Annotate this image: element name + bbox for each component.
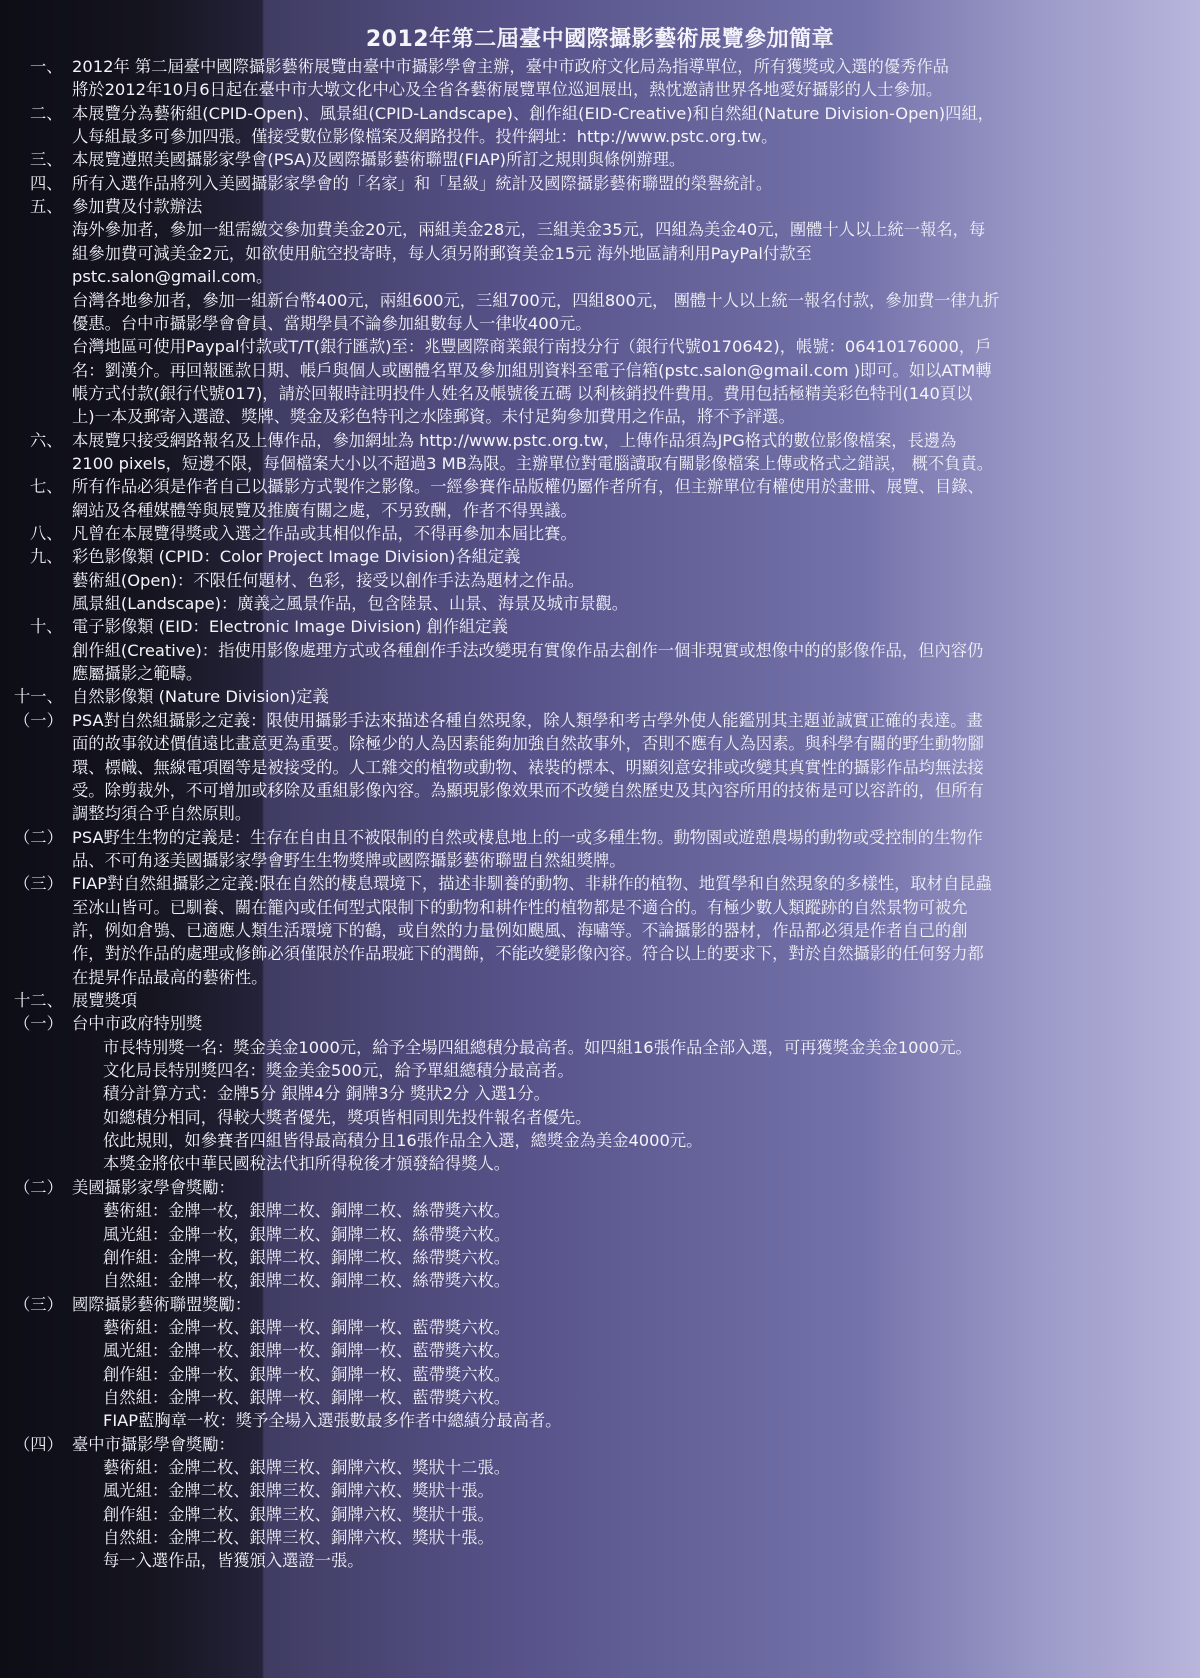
text-line — [0, 1129, 1200, 1153]
text-line — [0, 55, 1200, 79]
text-line — [0, 1176, 1200, 1200]
text-line — [0, 896, 1200, 920]
line-text: 品、不可角逐美國攝影家學會野生生物獎牌或國際攝影藝術聯盟自然組獎牌。 — [72, 850, 626, 870]
line-text: 所有入選作品將列入美國攝影家學會的「名家」和「星級」統計及國際攝影藝術聯盟的榮譽統計。 — [72, 173, 773, 193]
text-line — [0, 475, 1200, 499]
text-line — [0, 615, 1200, 639]
text-line — [0, 1479, 1200, 1503]
line-text: 創作組：金牌一枚，銀牌二枚、銅牌二枚、絲帶獎六枚。 — [103, 1247, 511, 1267]
line-text: 許，例如倉鴞、已適應人類生活環境下的鶴，或自然的力量例如颶風、海嘯等。不論攝影的器材，作品都必須是作者自己的創 — [72, 920, 968, 940]
text-line — [0, 125, 1200, 149]
text-line — [0, 1503, 1200, 1527]
text-line — [0, 942, 1200, 966]
line-text: 參加費及付款辦法 — [72, 197, 203, 217]
line-text: 美國攝影家學會獎勵： — [72, 1177, 235, 1197]
text-line — [0, 1339, 1200, 1363]
text-line — [0, 242, 1200, 266]
line-text: 本獎金將依中華民國稅法代扣所得稅後才頒發給得獎人。 — [103, 1154, 511, 1174]
line-text: 上)一本及郵寄入選證、獎牌、獎金及彩色特刊之水陸郵資。未付足夠參加費用之作品，將不予評選。 — [72, 407, 795, 427]
line-text: 2012年 第二屆臺中國際攝影藝術展覽由臺中市攝影學會主辦，臺中市政府文化局為指導單位，所有獲獎或入選的優秀作品 — [72, 57, 949, 76]
item-number: （三） — [14, 874, 63, 894]
line-text: FIAP藍胸章一枚：獎予全場入選張數最多作者中總績分最高者。 — [103, 1411, 562, 1431]
line-text: 面的故事敘述價值遠比畫意更為重要。除極少的人為因素能夠加強自然故事外，否則不應有人為因素。與科學有關的野生動物腳 — [72, 734, 984, 754]
line-text: 風景組(Landscape)：廣義之風景作品，包含陸景、山景、海景及城市景觀。 — [72, 594, 629, 614]
item-number: 二、 — [30, 103, 63, 123]
line-text: 風光組：金牌一枚、銀牌一枚、銅牌一枚、藍帶獎六枚。 — [103, 1341, 511, 1361]
line-text: 台灣地區可使用Paypal付款或T/T(銀行匯款)至：兆豐國際商業銀行南投分行（銀行代號0170642)，帳號：06410176000，戶 — [72, 337, 992, 357]
line-text: 自然組：金牌一枚，銀牌二枚、銅牌二枚、絲帶獎六枚。 — [103, 1271, 511, 1291]
text-line — [0, 1386, 1200, 1410]
text-line — [0, 662, 1200, 686]
text-line — [0, 1199, 1200, 1223]
line-text: 應屬攝影之範疇。 — [72, 664, 203, 684]
line-text: 環、標幟、無線電項圈等是被接受的。人工雜交的植物或動物、裱裝的標本、明顯刻意安排或改變其真實性的攝影作品均無法接 — [72, 757, 984, 777]
line-text: 所有作品必須是作者自己以攝影方式製作之影像。一經參賽作品版權仍屬作者所有，但主辦單位有權使用於畫冊、展覽、目錄、 — [72, 477, 984, 497]
text-line — [0, 872, 1200, 896]
text-line — [0, 382, 1200, 406]
text-line — [0, 569, 1200, 593]
line-text: 每一入選作品，皆獲頒入選證一張。 — [103, 1551, 364, 1571]
text-line — [0, 522, 1200, 546]
text-line — [0, 195, 1200, 219]
text-line — [0, 1433, 1200, 1457]
line-text: PSA野生生物的定義是：生存在自由且不被限制的自然或棲息地上的一或多種生物。動物園或遊憩農場的動物或受控制的生物作 — [72, 827, 983, 847]
item-number: （二） — [14, 1177, 63, 1197]
item-number: （三） — [14, 1294, 63, 1314]
text-line — [0, 1012, 1200, 1036]
line-text: 風光組：金牌一枚，銀牌二枚、銅牌二枚、絲帶獎六枚。 — [103, 1224, 511, 1244]
line-text: 國際攝影藝術聯盟獎勵： — [72, 1294, 252, 1314]
text-line — [0, 802, 1200, 826]
item-number: 五、 — [30, 197, 63, 217]
text-line — [0, 779, 1200, 803]
line-text: 積分計算方式：金牌5分 銀牌4分 銅牌3分 獎狀2分 入選1分。 — [103, 1084, 550, 1104]
text-line — [0, 265, 1200, 289]
line-text: PSA對自然組攝影之定義：限使用攝影手法來描述各種自然現象，除人類學和考古學外使人能鑑別其主題並誠實正確的表達。畫 — [72, 710, 983, 730]
text-line — [0, 826, 1200, 850]
text-line — [0, 1152, 1200, 1176]
line-text: 依此規則，如參賽者四組皆得最高積分且16張作品全入選，總獎金為美金4000元。 — [103, 1131, 703, 1151]
text-line — [0, 545, 1200, 569]
line-text: 組參加費可減美金2元，如欲使用航空投寄時，每人須另附郵資美金15元 海外地區請利用PayPal付款至 — [72, 243, 812, 263]
text-line — [0, 1409, 1200, 1433]
item-number: 八、 — [30, 524, 63, 543]
line-text: 2100 pixels，短邊不限，每個檔案大小以不超過3 MB為限。主辦單位對電腦讀取有關影像檔案上傳或格式之錯誤， 概不負責。 — [72, 453, 994, 473]
line-text: 彩色影像類 (CPID：Color Project Image Division)各組定義 — [72, 547, 521, 567]
text-line — [0, 1549, 1200, 1573]
line-text: 風光組：金牌二枚、銀牌三枚、銅牌六枚、獎狀十張。 — [103, 1481, 494, 1501]
item-number: （四） — [14, 1434, 63, 1454]
line-text: 自然組：金牌二枚、銀牌三枚、銅牌六枚、獎狀十張。 — [103, 1528, 494, 1548]
line-text: 本展覽分為藝術組(CPID-Open)、風景組(CPID-Landscape)、創作組(EID-Creative)和自然組(Nature Division-Open)四組， — [72, 103, 994, 123]
text-line — [0, 1223, 1200, 1247]
item-number: 九、 — [30, 547, 63, 567]
line-text: 在提昇作品最高的藝術性。 — [72, 967, 268, 987]
text-line — [0, 919, 1200, 943]
line-text: 藝術組：金牌一枚、銀牌一枚、銅牌一枚、藍帶獎六枚。 — [103, 1317, 511, 1337]
text-line — [0, 359, 1200, 383]
line-text: 創作組(Creative)：指使用影像處理方式或各種創作手法改變現有實像作品去創作一個非現實或想像中的的影像作品，但內容仍 — [72, 640, 984, 660]
text-line — [0, 1456, 1200, 1480]
text-line — [0, 966, 1200, 990]
line-text: 人每組最多可參加四張。僅接受數位影像檔案及網路投件。投件網址：http://www.pstc.org.tw。 — [72, 127, 778, 147]
line-text: 臺中市攝影學會獎勵： — [72, 1434, 235, 1454]
item-number: （一） — [14, 710, 63, 730]
line-text: 受。除剪裁外，不可增加或移除及重組影像內容。為顯現影像效果而不改變自然歷史及其內容所用的技術是可以容許的，但所有 — [72, 780, 984, 800]
line-text: 展覽獎項 — [72, 991, 138, 1010]
text-line — [0, 592, 1200, 616]
text-line — [0, 1106, 1200, 1130]
line-text: 優惠。台中市攝影學會會員、當期學員不論參加組數每人一律收400元。 — [72, 313, 592, 333]
text-line — [0, 732, 1200, 756]
line-text: 文化局長特別獎四名：獎金美金500元，給予單組總積分最高者。 — [103, 1061, 574, 1081]
text-line — [0, 1526, 1200, 1550]
line-text: 調整均須合乎自然原則。 — [72, 804, 252, 824]
item-number: 十、 — [30, 617, 63, 637]
line-text: 作，對於作品的處理或修飾必須僅限於作品瑕疵下的潤飾，不能改變影像內容。符合以上的要求下，對於自然攝影的任何努力都 — [72, 944, 984, 964]
item-number: 四、 — [30, 173, 63, 193]
line-text: 創作組：金牌二枚、銀牌三枚、銅牌六枚、獎狀十張。 — [103, 1504, 494, 1524]
text-line — [0, 1246, 1200, 1270]
text-line — [0, 78, 1200, 102]
line-text: pstc.salon@gmail.com。 — [72, 267, 273, 287]
text-line — [0, 452, 1200, 476]
line-text: 將於2012年10月6日起在臺中市大墩文化中心及全省各藝術展覽單位巡迴展出，熱忱邀請世界各地愛好攝影的人士參加。 — [72, 80, 943, 100]
line-text: 台灣各地參加者，參加一組新台幣400元，兩組600元，三組700元，四組800元， 團體十人以上統一報名付款，參加費一律九折 — [72, 290, 1000, 310]
line-text: 創作組：金牌一枚、銀牌一枚、銅牌一枚、藍帶獎六枚。 — [103, 1364, 511, 1384]
text-line — [0, 1059, 1200, 1083]
item-number: 十一、 — [14, 687, 63, 707]
item-number: 一、 — [30, 57, 63, 76]
line-text: 本展覽只接受網路報名及上傳作品，參加網址為 http://www.pstc.org.tw，上傳作品須為JPG格式的數位影像檔案，長邊為 — [72, 430, 957, 450]
line-text: 凡曾在本展覽得獎或入選之作品或其相似作品，不得再參加本屆比賽。 — [72, 524, 577, 543]
text-line — [0, 405, 1200, 429]
line-text: 電子影像類 (EID：Electronic Image Division) 創作組定義 — [72, 617, 508, 637]
text-line — [0, 756, 1200, 780]
line-text: 藝術組：金牌二枚、銀牌三枚、銅牌六枚、獎狀十二張。 — [103, 1458, 511, 1477]
text-line — [0, 148, 1200, 172]
text-line — [0, 1293, 1200, 1317]
line-text: 自然影像類 (Nature Division)定義 — [72, 687, 329, 707]
line-text: 海外參加者，參加一組需繳交參加費美金20元，兩組美金28元，三組美金35元，四組為美金40元，團體十人以上統一報名，每 — [72, 220, 986, 240]
item-number: （一） — [14, 1014, 63, 1034]
text-line — [0, 289, 1200, 313]
item-number: 十二、 — [14, 991, 63, 1010]
line-text: 藝術組(Open)：不限任何題材、色彩，接受以創作手法為題材之作品。 — [72, 570, 585, 590]
text-line — [0, 102, 1200, 126]
line-text: 本展覽遵照美國攝影家學會(PSA)及國際攝影藝術聯盟(FIAP)所訂之規則與條例辦理。 — [72, 150, 686, 170]
text-line — [0, 1082, 1200, 1106]
line-text: 帳方式付款(銀行代號017)，請於回報時註明投件人姓名及帳號後五碼 以利核銷投件費用。費用包括極精美彩色特刊(140頁以 — [72, 383, 973, 403]
text-line — [0, 218, 1200, 242]
line-text: 市長特別獎一名：獎金美金1000元，給予全場四組總積分最高者。如四組16張作品全部入選，可再獲獎金美金1000元。 — [103, 1037, 972, 1057]
line-text: FIAP對自然組攝影之定義:限在自然的棲息環境下，描述非馴養的動物、非耕作的植物、地質學和自然現象的多樣性，取材自昆蟲 — [72, 874, 992, 894]
text-line — [0, 429, 1200, 453]
text-line — [0, 1269, 1200, 1293]
text-line — [0, 1316, 1200, 1340]
item-number: 三、 — [30, 150, 63, 170]
text-line — [0, 1036, 1200, 1060]
text-line — [0, 1363, 1200, 1387]
line-text: 名：劉漢介。再回報匯款日期、帳戶與個人或團體名單及參加組別資料至電子信箱(pstc.salon@gmail.com )即可。如以ATM轉 — [72, 360, 992, 380]
text-line — [0, 685, 1200, 709]
item-number: 七、 — [30, 477, 63, 497]
item-number: （二） — [14, 827, 63, 847]
text-line — [0, 989, 1200, 1013]
line-text: 藝術組：金牌一枚，銀牌二枚、銅牌二枚、絲帶獎六枚。 — [103, 1201, 511, 1221]
line-text: 網站及各種媒體等與展覽及推廣有關之處，不另致酬，作者不得異議。 — [72, 500, 577, 520]
text-line — [0, 849, 1200, 873]
text-line — [0, 172, 1200, 196]
document-title: 2012年第二屆臺中國際攝影藝術展覽參加簡章 — [365, 27, 835, 52]
line-text: 自然組：金牌一枚、銀牌一枚、銅牌一枚、藍帶獎六枚。 — [103, 1387, 511, 1407]
line-text: 台中市政府特別獎 — [72, 1014, 203, 1034]
text-line — [0, 335, 1200, 359]
text-line — [0, 499, 1200, 523]
item-number: 六、 — [30, 430, 63, 450]
text-line — [0, 312, 1200, 336]
line-text: 至冰山皆可。已馴養、關在籠內或任何型式限制下的動物和耕作性的植物都是不適合的。有極少數人類蹤跡的自然景物可被允 — [72, 897, 968, 917]
line-text: 如總積分相同，得較大獎者優先，獎項皆相同則先投件報名者優先。 — [103, 1107, 592, 1127]
text-line — [0, 709, 1200, 733]
text-line — [0, 639, 1200, 663]
